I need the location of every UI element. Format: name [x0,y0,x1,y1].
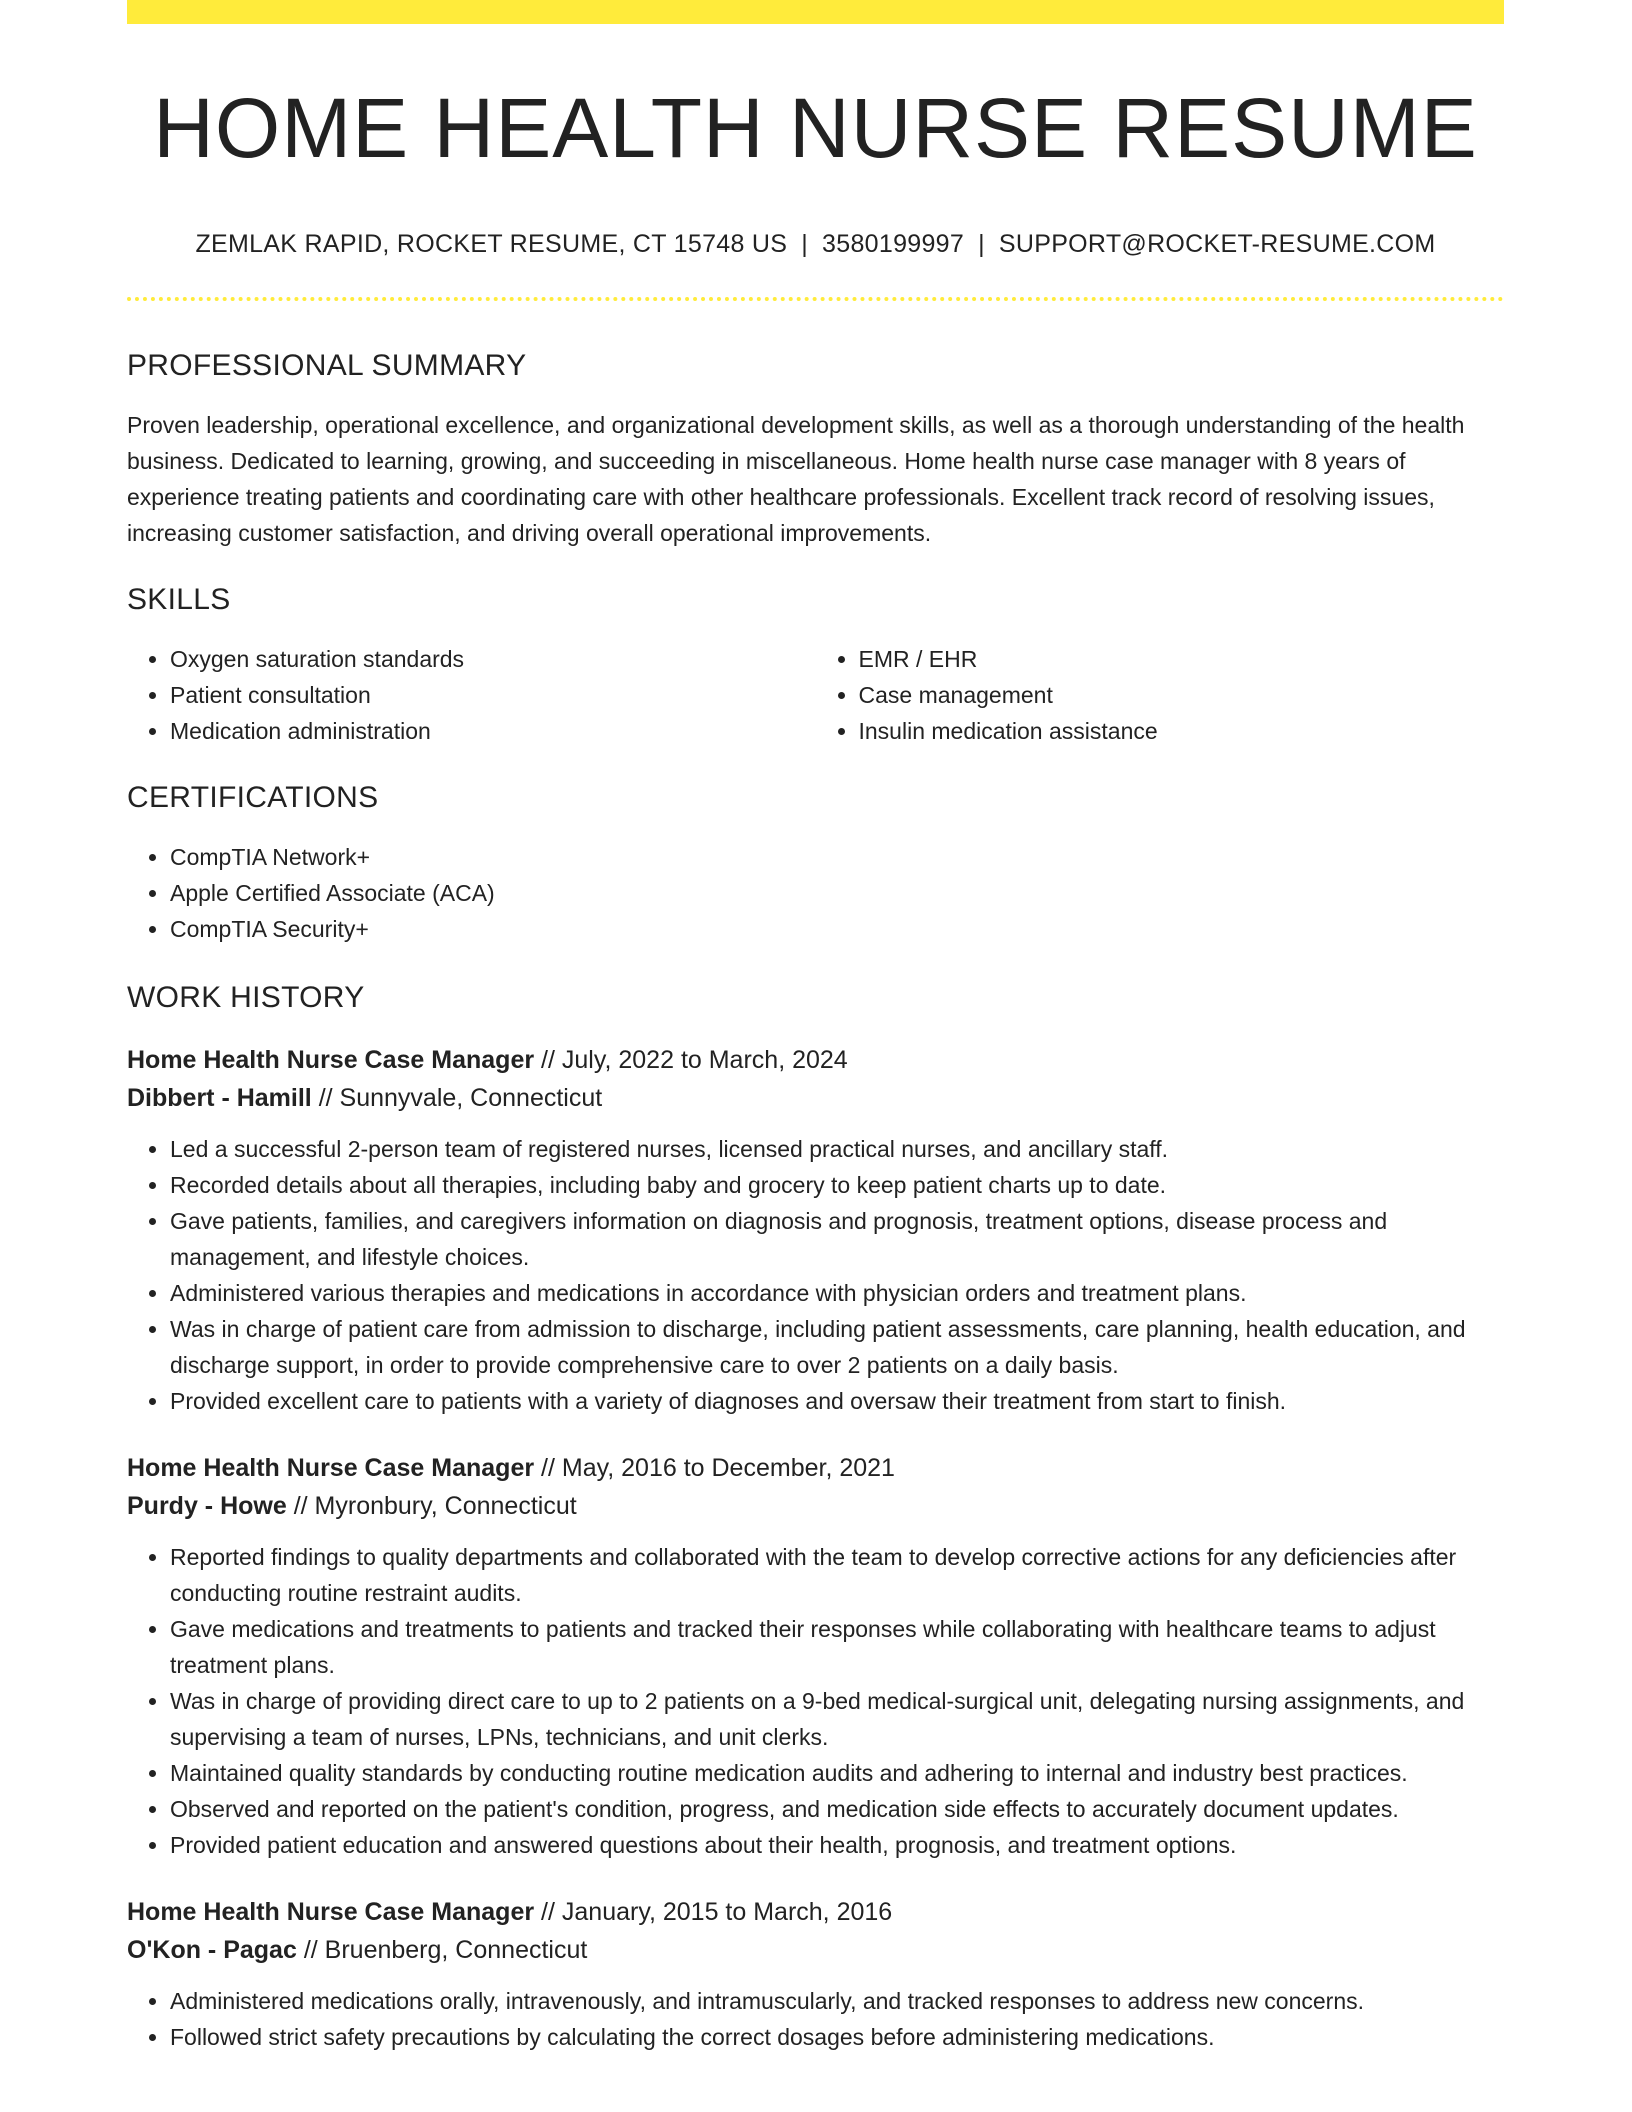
job-bullet: • Provided excellent care to patients with a variety of diagnoses and oversaw their treatment from start to finish. [170,1383,1504,1419]
job-company: Dibbert - Hamill [127,1084,312,1113]
job-company: Purdy - Howe [127,1492,287,1521]
job-title-line [127,1449,1504,1487]
dotted-divider [127,297,1504,301]
skills-heading: SKILLS [127,583,231,617]
certification-item: • CompTIA Network+ [170,839,1504,875]
work-history-section [127,981,1504,2055]
job-entry [127,1449,1504,1863]
job-title-line [127,1041,1504,1079]
job-bullet: • Reported findings to quality departments and collaborated with the team to develop corrective actions for any deficiencies after conducting routine restraint audits. [170,1539,1504,1611]
top-accent-bar [127,0,1504,24]
job-company-line [127,1079,1504,1117]
job-bullet: • Observed and reported on the patient's condition, progress, and medication side effects to accurately document updates. [170,1791,1504,1827]
contact-phone: 3580199997 [822,230,965,259]
job-location: // Bruenberg, Connecticut [303,1936,588,1965]
contact-address: ZEMLAK RAPID, ROCKET RESUME, CT 15748 US [195,230,788,259]
summary-section [127,349,1504,551]
skills-left-list [127,641,816,749]
certification-item: • CompTIA Security+ [170,911,1504,947]
contact-separator: | [801,230,809,259]
job-bullets [127,1131,1504,1419]
job-bullet: • Maintained quality standards by conducting routine medication audits and adhering to internal and industry best practices. [170,1755,1504,1791]
job-bullets [127,1983,1504,2055]
job-dates: // May, 2016 to December, 2021 [541,1454,895,1483]
summary-heading: PROFESSIONAL SUMMARY [127,349,527,383]
job-entry [127,1041,1504,1419]
job-title: Home Health Nurse Case Manager [127,1454,535,1483]
skill-item: • Medication administration [170,713,816,749]
job-bullet: • Administered various therapies and medications in accordance with physician orders and treatment plans. [170,1275,1504,1311]
job-company-line [127,1487,1504,1525]
skills-columns [127,641,1504,749]
skill-item: • Insulin medication assistance [859,713,1505,749]
resume-title: HOME HEALTH NURSE RESUME [153,81,1478,175]
skill-item: • EMR / EHR [859,641,1505,677]
job-location: // Sunnyvale, Connecticut [318,1084,603,1113]
job-entry [127,1893,1504,2055]
job-company: O'Kon - Pagac [127,1936,297,1965]
job-title: Home Health Nurse Case Manager [127,1898,535,1927]
job-bullet: • Administered medications orally, intravenously, and intramuscularly, and tracked responses to address new concerns. [170,1983,1504,2019]
job-bullet: • Led a successful 2-person team of registered nurses, licensed practical nurses, and ancillary staff. [170,1131,1504,1167]
job-title-line [127,1893,1504,1931]
certification-item: • Apple Certified Associate (ACA) [170,875,1504,911]
job-bullets [127,1539,1504,1863]
job-bullet: • Gave medications and treatments to patients and tracked their responses while collaborating with healthcare teams to adjust treatment plans. [170,1611,1504,1683]
skills-section [127,583,1504,749]
certifications-heading: CERTIFICATIONS [127,781,379,815]
skill-item: • Patient consultation [170,677,816,713]
skills-right-list [816,641,1505,749]
contact-email: SUPPORT@ROCKET-RESUME.COM [998,230,1436,259]
job-title: Home Health Nurse Case Manager [127,1046,535,1075]
job-bullet: • Gave patients, families, and caregivers information on diagnosis and prognosis, treatment options, disease process and management, and lifestyle choices. [170,1203,1504,1275]
job-bullet: • Was in charge of patient care from admission to discharge, including patient assessments, care planning, health education, and discharge support, in order to provide comprehensive care to over 2 patients on a daily basis. [170,1311,1504,1383]
contact-separator: | [978,230,985,259]
job-bullet: • Followed strict safety precautions by calculating the correct dosages before administering medications. [170,2019,1504,2055]
skill-item: • Oxygen saturation standards [170,641,816,677]
job-bullet: • Was in charge of providing direct care to up to 2 patients on a 9-bed medical-surgical unit, delegating nursing assignments, and supervising a team of nurses, LPNs, technicians, and unit clerks. [170,1683,1504,1755]
skill-item: • Case management [859,677,1505,713]
contact-line [127,230,1504,259]
job-bullet: • Provided patient education and answered questions about their health, prognosis, and treatment options. [170,1827,1504,1863]
work-history-heading: WORK HISTORY [127,981,365,1015]
job-location: // Myronbury, Connecticut [293,1492,577,1521]
resume-page [127,0,1504,2055]
job-bullet: • Recorded details about all therapies, including baby and grocery to keep patient charts up to date. [170,1167,1504,1203]
certifications-list [127,839,1504,947]
summary-text: Proven leadership, operational excellence, and organizational development skills, as well as a thorough understanding of the health business. Dedicated to learning, growing, and succeeding in miscellaneous. Home health nurse case manager with 8 years of experience treating patients and coordinating care with other healthcare professionals. Excellent track record of resolving issues, increasing customer satisfaction, and driving overall operational improvements. [127,412,1465,547]
job-company-line [127,1931,1504,1969]
job-dates: // July, 2022 to March, 2024 [541,1046,848,1075]
certifications-section [127,781,1504,947]
job-dates: // January, 2015 to March, 2016 [541,1898,893,1927]
